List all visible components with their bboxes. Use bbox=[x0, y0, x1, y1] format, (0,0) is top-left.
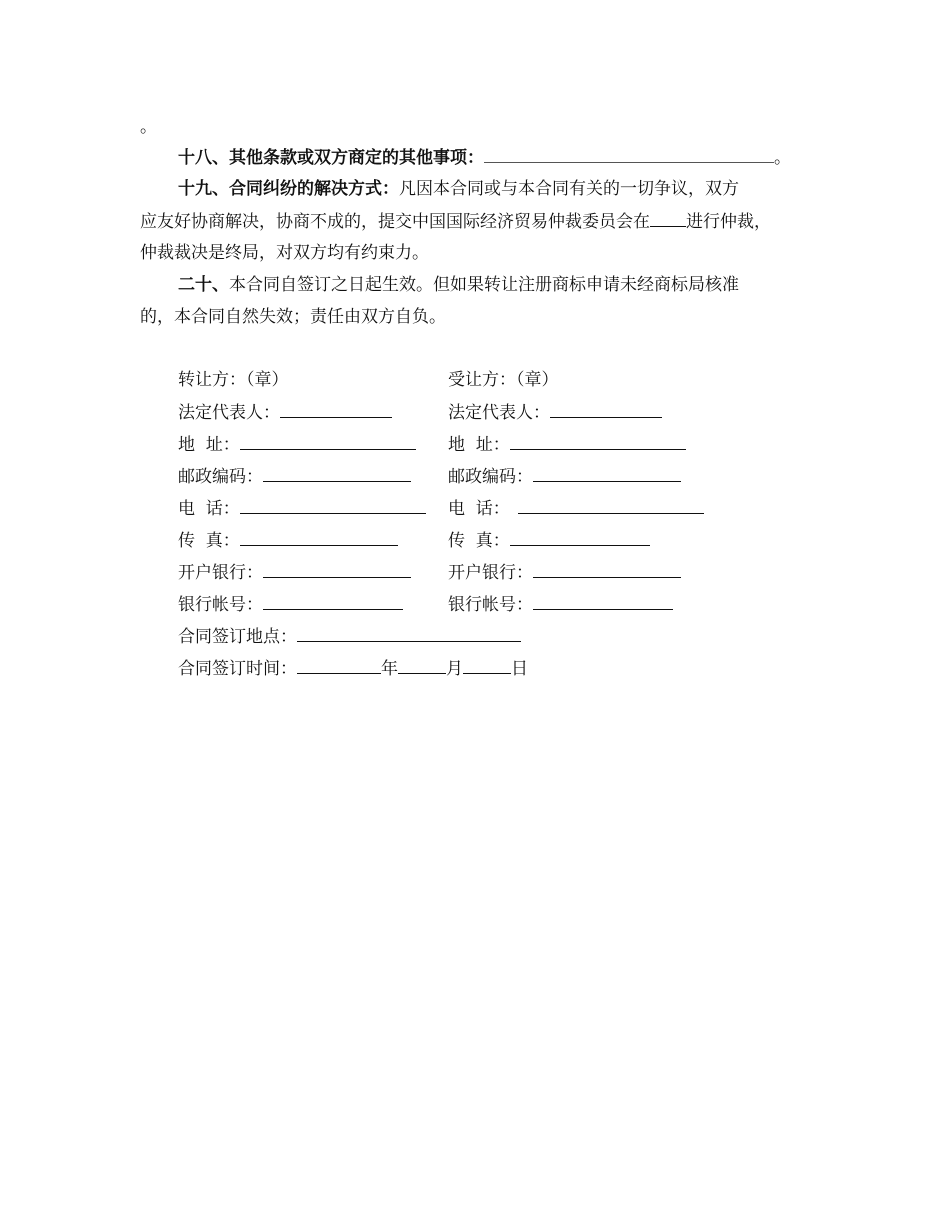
transferee-address bbox=[448, 434, 686, 455]
signing-place bbox=[178, 626, 521, 647]
leading-period-text: 。 bbox=[140, 117, 157, 137]
clause-20-line-1 bbox=[178, 275, 739, 295]
clause-18-heading: 十八、其他条款或双方商定的其他事项： bbox=[178, 148, 484, 168]
transferee-postcode-field[interactable] bbox=[533, 466, 681, 482]
clause-19-text-2b: 进行仲裁， bbox=[686, 212, 771, 232]
transferee-address-field[interactable] bbox=[510, 434, 686, 450]
transferee-address-label: 地 址： bbox=[448, 435, 510, 455]
clause-20-text-1: 本合同自签订之日起生效。但如果转让注册商标申请未经商标局核准 bbox=[229, 275, 739, 295]
transferor-fax-field[interactable] bbox=[240, 530, 398, 546]
signing-place-field[interactable] bbox=[297, 626, 521, 642]
clause-19-text-2a: 应友好协商解决，协商不成的，提交中国国际经济贸易仲裁委员会在 bbox=[140, 212, 650, 232]
transferee-fax-label: 传 真： bbox=[448, 531, 510, 551]
transferor-title-text: 转让方：（章） bbox=[178, 370, 289, 390]
clause-19-line-3 bbox=[140, 243, 429, 263]
transferee-account-label: 银行帐号： bbox=[448, 595, 533, 615]
signing-month-field[interactable] bbox=[398, 658, 446, 674]
transferee-account-field[interactable] bbox=[533, 594, 673, 610]
transferee-legal-rep-label: 法定代表人： bbox=[448, 403, 550, 423]
transferee-bank-field[interactable] bbox=[533, 562, 681, 578]
transferor-postcode bbox=[178, 466, 411, 487]
clause-20-text-2: 的，本合同自然失效；责任由双方自负。 bbox=[140, 307, 446, 327]
clause-20-heading: 二十、 bbox=[178, 275, 229, 295]
transferor-account bbox=[178, 594, 403, 615]
transferee-fax bbox=[448, 530, 650, 551]
signing-time bbox=[178, 658, 528, 679]
transferor-account-label: 银行帐号： bbox=[178, 595, 263, 615]
transferor-phone bbox=[178, 498, 426, 519]
transferor-address-field[interactable] bbox=[240, 434, 416, 450]
clause-18-end-mark: 。 bbox=[774, 148, 791, 168]
transferor-address bbox=[178, 434, 416, 455]
transferor-fax-label: 传 真： bbox=[178, 531, 240, 551]
transferor-legal-rep-label: 法定代表人： bbox=[178, 403, 280, 423]
clause-19-heading: 十九、合同纠纷的解决方式： bbox=[178, 179, 399, 199]
transferor-fax bbox=[178, 530, 398, 551]
clause-18 bbox=[178, 147, 791, 168]
transferor-legal-rep-field[interactable] bbox=[280, 402, 392, 418]
transferor-title bbox=[178, 370, 289, 390]
transferee-phone bbox=[448, 498, 704, 519]
transferee-fax-field[interactable] bbox=[510, 530, 650, 546]
day-label: 日 bbox=[511, 659, 528, 679]
clause-20-line-2 bbox=[140, 307, 446, 327]
clause-18-blank[interactable] bbox=[484, 147, 774, 163]
year-label: 年 bbox=[381, 659, 398, 679]
transferee-phone-label: 电 话： bbox=[448, 499, 510, 519]
transferee-postcode bbox=[448, 466, 681, 487]
transferee-legal-rep-field[interactable] bbox=[550, 402, 662, 418]
transferor-legal-rep bbox=[178, 402, 392, 423]
clause-19-text-1: 凡因本合同或与本合同有关的一切争议，双方 bbox=[399, 179, 739, 199]
transferee-title-text: 受让方：（章） bbox=[448, 370, 559, 390]
clause-19-text-3: 仲裁裁决是终局，对双方均有约束力。 bbox=[140, 243, 429, 263]
signing-day-field[interactable] bbox=[463, 658, 511, 674]
signing-time-label: 合同签订时间： bbox=[178, 659, 297, 679]
clause-19-line-1 bbox=[178, 179, 739, 199]
signing-place-label: 合同签订地点： bbox=[178, 627, 297, 647]
transferor-phone-field[interactable] bbox=[240, 498, 426, 514]
transferee-phone-field[interactable] bbox=[518, 498, 704, 514]
transferor-postcode-label: 邮政编码： bbox=[178, 467, 263, 487]
transferee-postcode-label: 邮政编码： bbox=[448, 467, 533, 487]
signing-year-field[interactable] bbox=[297, 658, 381, 674]
transferee-title bbox=[448, 370, 559, 390]
clause-19-line-2 bbox=[140, 211, 771, 232]
arbitration-place-blank[interactable] bbox=[650, 211, 686, 227]
transferor-address-label: 地 址： bbox=[178, 435, 240, 455]
month-label: 月 bbox=[446, 659, 463, 679]
transferor-account-field[interactable] bbox=[263, 594, 403, 610]
transferee-bank bbox=[448, 562, 681, 583]
transferee-legal-rep bbox=[448, 402, 662, 423]
leading-period bbox=[140, 117, 157, 137]
transferor-phone-label: 电 话： bbox=[178, 499, 240, 519]
transferor-bank-label: 开户银行： bbox=[178, 563, 263, 583]
transferor-bank bbox=[178, 562, 411, 583]
transferor-postcode-field[interactable] bbox=[263, 466, 411, 482]
transferor-bank-field[interactable] bbox=[263, 562, 411, 578]
transferee-bank-label: 开户银行： bbox=[448, 563, 533, 583]
transferee-account bbox=[448, 594, 673, 615]
